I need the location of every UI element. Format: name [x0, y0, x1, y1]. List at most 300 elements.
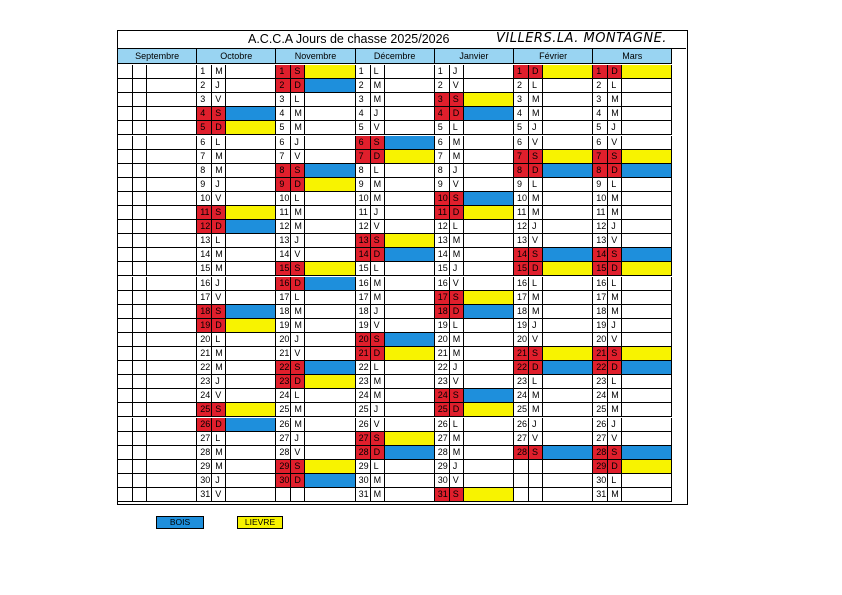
- weekday-letter: M: [529, 291, 543, 305]
- day-number: 26: [197, 418, 212, 432]
- hunt-type-cell: [147, 291, 197, 305]
- day-number: 16: [276, 277, 291, 291]
- day-number: 13: [593, 234, 608, 248]
- day-number: 22: [435, 361, 450, 375]
- day-number: 7: [435, 150, 450, 164]
- weekday-letter: S: [291, 164, 305, 178]
- weekday-letter: M: [450, 234, 464, 248]
- weekday-letter: D: [450, 305, 464, 319]
- day-number: 10: [593, 192, 608, 206]
- hunt-type-cell: [543, 291, 593, 305]
- hunt-type-cell: [147, 333, 197, 347]
- weekday-letter: L: [371, 361, 385, 375]
- hunt-type-cell: [147, 347, 197, 361]
- day-number: 2: [276, 79, 291, 93]
- hunt-type-cell: [543, 121, 593, 135]
- hunt-type-cell: [622, 206, 672, 220]
- weekday-letter: [133, 347, 147, 361]
- day-number: 30: [435, 474, 450, 488]
- weekday-letter: J: [529, 418, 543, 432]
- hunt-type-cell: [385, 150, 435, 164]
- hunt-type-cell: [305, 277, 355, 291]
- day-number: 13: [356, 234, 371, 248]
- hunt-type-cell: [147, 375, 197, 389]
- hunt-type-cell: [226, 178, 276, 192]
- day-number: 14: [356, 248, 371, 262]
- day-number: 22: [197, 361, 212, 375]
- hunt-type-cell: [622, 136, 672, 150]
- weekday-letter: [529, 488, 543, 502]
- weekday-letter: D: [450, 206, 464, 220]
- weekday-letter: D: [608, 460, 622, 474]
- day-number: 14: [593, 248, 608, 262]
- weekday-letter: V: [371, 319, 385, 333]
- day-number: 21: [197, 347, 212, 361]
- day-number: 7: [197, 150, 212, 164]
- weekday-letter: [133, 403, 147, 417]
- weekday-letter: L: [212, 234, 226, 248]
- day-number: 13: [514, 234, 529, 248]
- hunt-type-cell: [226, 79, 276, 93]
- hunt-type-cell: [622, 403, 672, 417]
- weekday-letter: J: [212, 79, 226, 93]
- hunt-type-cell: [147, 121, 197, 135]
- hunt-type-cell: [226, 65, 276, 79]
- day-number: 23: [514, 375, 529, 389]
- weekday-letter: V: [291, 446, 305, 460]
- day-number: 26: [435, 418, 450, 432]
- day-number: 12: [514, 220, 529, 234]
- day-number: 24: [514, 389, 529, 403]
- hunt-type-cell: [147, 150, 197, 164]
- day-number: 28: [356, 446, 371, 460]
- day-number: 20: [276, 333, 291, 347]
- day-number: [118, 446, 133, 460]
- weekday-letter: D: [529, 164, 543, 178]
- day-number: 5: [435, 121, 450, 135]
- day-number: 10: [276, 192, 291, 206]
- weekday-letter: L: [212, 333, 226, 347]
- hunt-type-cell: [622, 164, 672, 178]
- hunt-type-cell: [543, 333, 593, 347]
- day-number: [118, 403, 133, 417]
- hunt-type-cell: [147, 474, 197, 488]
- hunt-type-cell: [622, 220, 672, 234]
- weekday-letter: M: [371, 192, 385, 206]
- weekday-letter: L: [608, 79, 622, 93]
- weekday-letter: L: [371, 65, 385, 79]
- day-number: 27: [514, 432, 529, 446]
- hunt-type-cell: [305, 220, 355, 234]
- weekday-letter: S: [529, 347, 543, 361]
- day-number: 16: [593, 277, 608, 291]
- weekday-letter: [291, 488, 305, 502]
- hunt-type-cell: [385, 305, 435, 319]
- weekday-letter: V: [212, 192, 226, 206]
- weekday-letter: V: [529, 432, 543, 446]
- hunt-type-cell: [464, 121, 514, 135]
- day-number: 4: [435, 107, 450, 121]
- hunt-type-cell: [464, 277, 514, 291]
- weekday-letter: M: [212, 248, 226, 262]
- weekday-letter: V: [212, 291, 226, 305]
- weekday-letter: [133, 277, 147, 291]
- hunt-type-cell: [385, 206, 435, 220]
- hunt-type-cell: [543, 192, 593, 206]
- weekday-letter: M: [212, 262, 226, 276]
- weekday-letter: D: [291, 178, 305, 192]
- day-number: 25: [276, 403, 291, 417]
- hunting-calendar-sheet: [117, 30, 688, 505]
- hunt-type-cell: [464, 403, 514, 417]
- day-number: 10: [197, 192, 212, 206]
- month-header-décembre: Décembre: [356, 49, 435, 64]
- hunt-type-cell: [543, 488, 593, 502]
- day-number: [514, 474, 529, 488]
- hunt-type-cell: [622, 277, 672, 291]
- hunt-type-cell: [147, 136, 197, 150]
- weekday-letter: M: [529, 206, 543, 220]
- weekday-letter: [133, 192, 147, 206]
- weekday-letter: D: [371, 446, 385, 460]
- hunt-type-cell: [622, 93, 672, 107]
- hunt-type-cell: [385, 347, 435, 361]
- hunt-type-cell: [226, 107, 276, 121]
- day-number: 22: [356, 361, 371, 375]
- day-number: 18: [197, 305, 212, 319]
- day-number: 25: [197, 403, 212, 417]
- hunt-type-cell: [226, 432, 276, 446]
- day-number: [118, 234, 133, 248]
- weekday-letter: V: [450, 277, 464, 291]
- weekday-letter: [133, 333, 147, 347]
- hunt-type-cell: [385, 418, 435, 432]
- day-number: 13: [435, 234, 450, 248]
- weekday-letter: M: [212, 150, 226, 164]
- weekday-letter: L: [371, 164, 385, 178]
- weekday-letter: M: [291, 319, 305, 333]
- weekday-letter: J: [291, 432, 305, 446]
- weekday-letter: D: [371, 248, 385, 262]
- day-number: [118, 79, 133, 93]
- day-number: 11: [435, 206, 450, 220]
- weekday-letter: S: [371, 432, 385, 446]
- hunt-type-cell: [305, 333, 355, 347]
- day-number: 18: [435, 305, 450, 319]
- hunt-type-cell: [385, 375, 435, 389]
- weekday-letter: S: [212, 206, 226, 220]
- hunt-type-cell: [226, 248, 276, 262]
- hunt-type-cell: [305, 347, 355, 361]
- day-number: 11: [197, 206, 212, 220]
- weekday-letter: [133, 291, 147, 305]
- day-number: 29: [197, 460, 212, 474]
- hunt-type-cell: [305, 248, 355, 262]
- hunt-type-cell: [385, 262, 435, 276]
- hunt-type-cell: [226, 121, 276, 135]
- weekday-letter: J: [212, 277, 226, 291]
- day-number: 13: [197, 234, 212, 248]
- hunt-type-cell: [385, 319, 435, 333]
- day-number: 4: [514, 107, 529, 121]
- weekday-letter: [133, 375, 147, 389]
- day-number: 19: [593, 319, 608, 333]
- day-number: 19: [197, 319, 212, 333]
- weekday-letter: D: [371, 347, 385, 361]
- day-number: 3: [197, 93, 212, 107]
- weekday-letter: [133, 305, 147, 319]
- hunt-type-cell: [147, 93, 197, 107]
- hunt-type-cell: [385, 460, 435, 474]
- weekday-letter: M: [608, 488, 622, 502]
- weekday-letter: S: [450, 291, 464, 305]
- hunt-type-cell: [147, 65, 197, 79]
- weekday-letter: V: [529, 333, 543, 347]
- day-number: 1: [593, 65, 608, 79]
- day-number: 8: [514, 164, 529, 178]
- day-number: 7: [514, 150, 529, 164]
- weekday-letter: J: [450, 361, 464, 375]
- hunt-type-cell: [464, 164, 514, 178]
- hunt-type-cell: [464, 107, 514, 121]
- weekday-letter: L: [371, 262, 385, 276]
- weekday-letter: J: [371, 206, 385, 220]
- day-number: 14: [514, 248, 529, 262]
- weekday-letter: L: [212, 136, 226, 150]
- day-number: 21: [276, 347, 291, 361]
- day-number: 19: [276, 319, 291, 333]
- weekday-letter: L: [450, 121, 464, 135]
- weekday-letter: V: [608, 432, 622, 446]
- day-number: 25: [356, 403, 371, 417]
- hunt-type-cell: [543, 403, 593, 417]
- day-number: 12: [593, 220, 608, 234]
- weekday-letter: [133, 460, 147, 474]
- hunt-type-cell: [464, 65, 514, 79]
- day-number: [118, 474, 133, 488]
- weekday-letter: S: [608, 150, 622, 164]
- weekday-letter: V: [212, 93, 226, 107]
- day-number: 2: [593, 79, 608, 93]
- hunt-type-cell: [464, 361, 514, 375]
- day-number: 23: [197, 375, 212, 389]
- hunt-type-cell: [147, 432, 197, 446]
- weekday-letter: [133, 93, 147, 107]
- weekday-letter: D: [212, 121, 226, 135]
- hunt-type-cell: [464, 446, 514, 460]
- hunt-type-cell: [385, 136, 435, 150]
- weekday-letter: M: [212, 65, 226, 79]
- weekday-letter: [529, 474, 543, 488]
- hunt-type-cell: [147, 192, 197, 206]
- weekday-letter: D: [450, 403, 464, 417]
- day-number: 3: [435, 93, 450, 107]
- hunt-type-cell: [147, 178, 197, 192]
- weekday-letter: M: [450, 446, 464, 460]
- hunt-type-cell: [385, 291, 435, 305]
- weekday-letter: D: [529, 361, 543, 375]
- hunt-type-cell: [226, 389, 276, 403]
- month-header-janvier: Janvier: [435, 49, 514, 64]
- weekday-letter: V: [371, 418, 385, 432]
- hunt-type-cell: [622, 262, 672, 276]
- hunt-type-cell: [305, 418, 355, 432]
- weekday-letter: V: [291, 347, 305, 361]
- day-number: [118, 347, 133, 361]
- weekday-letter: M: [371, 93, 385, 107]
- day-number: 26: [276, 418, 291, 432]
- weekday-letter: V: [608, 333, 622, 347]
- weekday-letter: J: [450, 164, 464, 178]
- hunt-type-cell: [147, 277, 197, 291]
- hunt-type-cell: [385, 107, 435, 121]
- hunt-type-cell: [385, 79, 435, 93]
- day-number: [118, 361, 133, 375]
- hunt-type-cell: [147, 403, 197, 417]
- day-number: 28: [197, 446, 212, 460]
- hunt-type-cell: [385, 403, 435, 417]
- weekday-letter: D: [291, 277, 305, 291]
- weekday-letter: M: [529, 389, 543, 403]
- day-number: 18: [514, 305, 529, 319]
- weekday-letter: M: [212, 164, 226, 178]
- weekday-letter: J: [212, 178, 226, 192]
- hunt-type-cell: [147, 305, 197, 319]
- day-number: 27: [356, 432, 371, 446]
- weekday-letter: L: [608, 277, 622, 291]
- hunt-type-cell: [147, 389, 197, 403]
- day-number: 31: [593, 488, 608, 502]
- day-number: 5: [197, 121, 212, 135]
- day-number: [118, 136, 133, 150]
- day-number: 13: [276, 234, 291, 248]
- weekday-letter: M: [212, 361, 226, 375]
- weekday-letter: V: [450, 178, 464, 192]
- day-number: 1: [435, 65, 450, 79]
- day-number: 26: [593, 418, 608, 432]
- day-number: 28: [514, 446, 529, 460]
- day-number: [118, 291, 133, 305]
- hunt-type-cell: [622, 291, 672, 305]
- weekday-letter: V: [212, 488, 226, 502]
- day-number: [118, 65, 133, 79]
- hunt-type-cell: [543, 107, 593, 121]
- day-number: 26: [514, 418, 529, 432]
- hunt-type-cell: [543, 375, 593, 389]
- day-number: 12: [356, 220, 371, 234]
- weekday-letter: D: [291, 474, 305, 488]
- weekday-letter: V: [529, 234, 543, 248]
- hunt-type-cell: [464, 347, 514, 361]
- weekday-letter: M: [371, 375, 385, 389]
- weekday-letter: J: [291, 333, 305, 347]
- weekday-letter: L: [371, 460, 385, 474]
- day-number: 3: [593, 93, 608, 107]
- day-number: 25: [514, 403, 529, 417]
- hunt-type-cell: [226, 446, 276, 460]
- day-number: 30: [356, 474, 371, 488]
- weekday-letter: J: [529, 121, 543, 135]
- day-number: 20: [356, 333, 371, 347]
- weekday-letter: [133, 248, 147, 262]
- hunt-type-cell: [305, 446, 355, 460]
- day-number: 14: [435, 248, 450, 262]
- weekday-letter: J: [608, 319, 622, 333]
- weekday-letter: M: [450, 248, 464, 262]
- hunt-type-cell: [464, 432, 514, 446]
- weekday-letter: J: [450, 262, 464, 276]
- hunt-type-cell: [305, 178, 355, 192]
- hunt-type-cell: [543, 178, 593, 192]
- weekday-letter: M: [371, 488, 385, 502]
- hunt-type-cell: [226, 460, 276, 474]
- hunt-type-cell: [305, 375, 355, 389]
- legend-bois: BOIS: [156, 516, 204, 529]
- hunt-type-cell: [464, 93, 514, 107]
- weekday-letter: D: [608, 65, 622, 79]
- hunt-type-cell: [464, 150, 514, 164]
- weekday-letter: D: [608, 262, 622, 276]
- day-number: [118, 121, 133, 135]
- day-number: 4: [593, 107, 608, 121]
- weekday-letter: L: [450, 418, 464, 432]
- weekday-letter: J: [371, 403, 385, 417]
- hunt-type-cell: [147, 361, 197, 375]
- weekday-letter: J: [291, 136, 305, 150]
- day-number: 14: [276, 248, 291, 262]
- hunt-type-cell: [385, 220, 435, 234]
- hunt-type-cell: [622, 121, 672, 135]
- day-number: 18: [356, 305, 371, 319]
- weekday-letter: D: [212, 220, 226, 234]
- day-number: 2: [197, 79, 212, 93]
- weekday-letter: D: [291, 375, 305, 389]
- day-number: 17: [276, 291, 291, 305]
- hunt-type-cell: [226, 291, 276, 305]
- day-number: 5: [514, 121, 529, 135]
- weekday-letter: L: [529, 178, 543, 192]
- hunt-type-cell: [543, 418, 593, 432]
- day-number: [514, 460, 529, 474]
- day-number: 18: [276, 305, 291, 319]
- hunt-type-cell: [622, 305, 672, 319]
- weekday-letter: V: [450, 375, 464, 389]
- day-number: 9: [514, 178, 529, 192]
- calendar-location: VILLERS.LA. MONTAGNE.: [496, 31, 667, 46]
- hunt-type-cell: [305, 262, 355, 276]
- hunt-type-cell: [147, 319, 197, 333]
- hunt-type-cell: [305, 206, 355, 220]
- hunt-type-cell: [543, 93, 593, 107]
- hunt-type-cell: [385, 361, 435, 375]
- hunt-type-cell: [543, 220, 593, 234]
- hunt-type-cell: [543, 432, 593, 446]
- hunt-type-cell: [147, 164, 197, 178]
- hunt-type-cell: [464, 488, 514, 502]
- day-number: 7: [593, 150, 608, 164]
- weekday-letter: S: [212, 107, 226, 121]
- hunt-type-cell: [305, 403, 355, 417]
- weekday-letter: S: [291, 361, 305, 375]
- day-number: 19: [435, 319, 450, 333]
- day-number: 15: [593, 262, 608, 276]
- day-number: 10: [514, 192, 529, 206]
- day-number: 1: [276, 65, 291, 79]
- hunt-type-cell: [622, 65, 672, 79]
- hunt-type-cell: [305, 192, 355, 206]
- day-number: 24: [356, 389, 371, 403]
- day-number: 24: [435, 389, 450, 403]
